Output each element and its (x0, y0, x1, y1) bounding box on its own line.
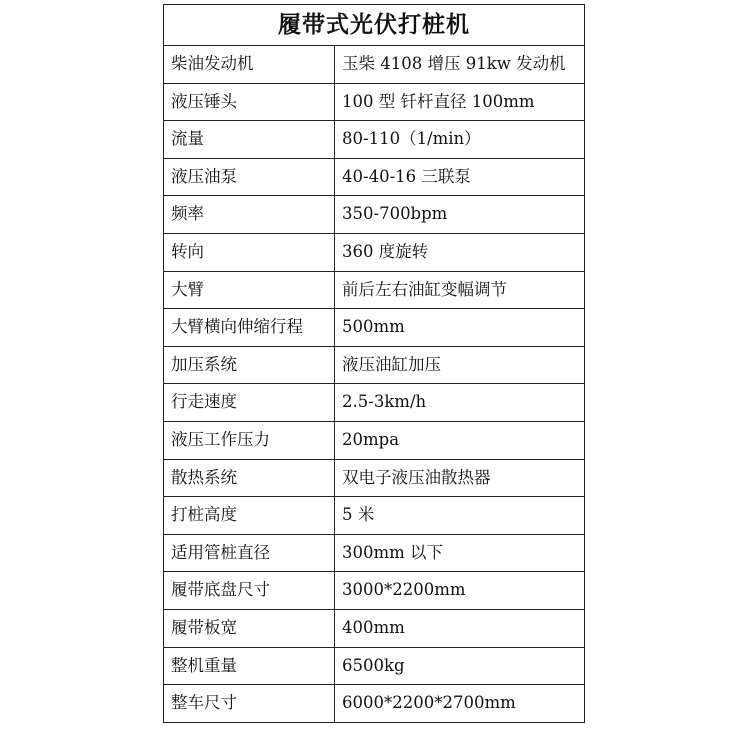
spec-row (164, 309, 585, 347)
spec-label: 适用管桩直径 (164, 534, 335, 572)
spec-label: 整车尺寸 (164, 685, 335, 723)
spec-row (164, 158, 585, 196)
spec-label: 大臂横向伸缩行程 (164, 309, 335, 347)
spec-label: 大臂 (164, 271, 335, 309)
spec-row (164, 609, 585, 647)
spec-row (164, 497, 585, 535)
spec-label: 转向 (164, 233, 335, 271)
spec-row (164, 271, 585, 309)
title-row (164, 5, 585, 46)
spec-label: 频率 (164, 196, 335, 234)
spec-value: 6500kg (335, 647, 585, 685)
spec-table (163, 4, 585, 723)
spec-row (164, 685, 585, 723)
spec-row (164, 459, 585, 497)
spec-row (164, 534, 585, 572)
spec-table-body (164, 5, 585, 723)
spec-value: 6000*2200*2700mm (335, 685, 585, 723)
spec-label: 液压工作压力 (164, 421, 335, 459)
spec-row (164, 83, 585, 121)
spec-row (164, 233, 585, 271)
spec-label: 加压系统 (164, 346, 335, 384)
spec-row (164, 121, 585, 159)
spec-value: 双电子液压油散热器 (335, 459, 585, 497)
table-title: 履带式光伏打桩机 (164, 5, 585, 46)
spec-row (164, 346, 585, 384)
spec-label: 液压锤头 (164, 83, 335, 121)
spec-row (164, 46, 585, 84)
spec-row (164, 196, 585, 234)
spec-label: 履带底盘尺寸 (164, 572, 335, 610)
spec-value: 20mpa (335, 421, 585, 459)
spec-value: 液压油缸加压 (335, 346, 585, 384)
spec-row (164, 572, 585, 610)
spec-label: 打桩高度 (164, 497, 335, 535)
spec-value: 40-40-16 三联泵 (335, 158, 585, 196)
spec-label: 流量 (164, 121, 335, 159)
spec-value: 5 米 (335, 497, 585, 535)
spec-row (164, 384, 585, 422)
spec-value: 100 型 钎杆直径 100mm (335, 83, 585, 121)
spec-label: 液压油泵 (164, 158, 335, 196)
spec-value: 玉柴 4108 增压 91kw 发动机 (335, 46, 585, 84)
spec-row (164, 421, 585, 459)
spec-row (164, 647, 585, 685)
spec-value: 前后左右油缸变幅调节 (335, 271, 585, 309)
spec-value: 500mm (335, 309, 585, 347)
spec-label: 柴油发动机 (164, 46, 335, 84)
spec-value: 80-110（1/min） (335, 121, 585, 159)
spec-value: 300mm 以下 (335, 534, 585, 572)
spec-value: 360 度旋转 (335, 233, 585, 271)
spec-label: 行走速度 (164, 384, 335, 422)
spec-value: 400mm (335, 609, 585, 647)
spec-label: 散热系统 (164, 459, 335, 497)
spec-value: 3000*2200mm (335, 572, 585, 610)
spec-value: 350-700bpm (335, 196, 585, 234)
spec-label: 履带板宽 (164, 609, 335, 647)
spec-label: 整机重量 (164, 647, 335, 685)
spec-value: 2.5-3km/h (335, 384, 585, 422)
